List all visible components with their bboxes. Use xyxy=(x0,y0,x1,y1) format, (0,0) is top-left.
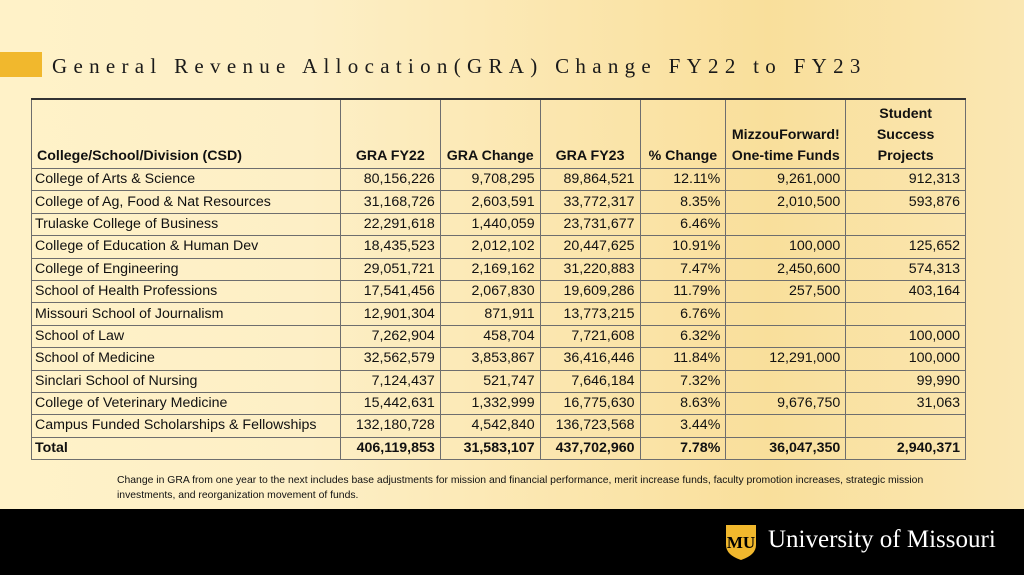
cell-student-success: 2,940,371 xyxy=(846,437,966,459)
cell-mizzouforward xyxy=(726,325,846,347)
column-header-gra-fy22: GRA FY22 xyxy=(340,99,440,169)
title-accent-bar xyxy=(0,52,42,77)
cell-gra-change: 3,853,867 xyxy=(440,348,540,370)
cell-pct-change: 6.32% xyxy=(640,325,726,347)
table-row xyxy=(32,191,966,213)
cell-gra-fy22: 132,180,728 xyxy=(340,415,440,437)
cell-gra-fy23: 13,773,215 xyxy=(540,303,640,325)
cell-pct-change: 7.47% xyxy=(640,258,726,280)
cell-student-success: 912,313 xyxy=(846,169,966,191)
cell-gra-change: 871,911 xyxy=(440,303,540,325)
cell-csd: Campus Funded Scholarships & Fellowships xyxy=(32,415,341,437)
cell-pct-change: 7.78% xyxy=(640,437,726,459)
footer-bar xyxy=(0,509,1024,575)
cell-csd: College of Education & Human Dev xyxy=(32,236,341,258)
cell-gra-change: 31,583,107 xyxy=(440,437,540,459)
cell-mizzouforward: 9,261,000 xyxy=(726,169,846,191)
cell-csd: School of Health Professions xyxy=(32,280,341,302)
cell-pct-change: 12.11% xyxy=(640,169,726,191)
university-logo-text: University of Missouri xyxy=(768,526,996,553)
column-header-gra-change: GRA Change xyxy=(440,99,540,169)
cell-gra-fy23: 7,646,184 xyxy=(540,370,640,392)
cell-gra-fy22: 17,541,456 xyxy=(340,280,440,302)
table-row xyxy=(32,325,966,347)
cell-gra-change: 2,169,162 xyxy=(440,258,540,280)
table-row xyxy=(32,415,966,437)
cell-gra-fy23: 7,721,608 xyxy=(540,325,640,347)
table-total-row xyxy=(32,437,966,459)
cell-gra-fy23: 36,416,446 xyxy=(540,348,640,370)
cell-student-success: 100,000 xyxy=(846,325,966,347)
table-row xyxy=(32,370,966,392)
cell-csd: Trulaske College of Business xyxy=(32,213,341,235)
cell-mizzouforward xyxy=(726,213,846,235)
cell-student-success: 125,652 xyxy=(846,236,966,258)
table-row xyxy=(32,303,966,325)
table-row xyxy=(32,392,966,414)
cell-csd: College of Veterinary Medicine xyxy=(32,392,341,414)
cell-student-success xyxy=(846,303,966,325)
svg-text:MU: MU xyxy=(726,533,756,552)
cell-gra-change: 9,708,295 xyxy=(440,169,540,191)
table-row xyxy=(32,213,966,235)
cell-csd: School of Law xyxy=(32,325,341,347)
cell-mizzouforward: 100,000 xyxy=(726,236,846,258)
cell-gra-fy22: 406,119,853 xyxy=(340,437,440,459)
cell-gra-fy22: 22,291,618 xyxy=(340,213,440,235)
cell-pct-change: 3.44% xyxy=(640,415,726,437)
cell-gra-fy22: 29,051,721 xyxy=(340,258,440,280)
column-header-mizzouforward: MizzouForward! One-time Funds xyxy=(726,99,846,169)
table-header-row xyxy=(32,99,966,169)
cell-gra-fy23: 19,609,286 xyxy=(540,280,640,302)
cell-mizzouforward xyxy=(726,303,846,325)
cell-student-success: 574,313 xyxy=(846,258,966,280)
footnote: Change in GRA from one year to the next includes base adjustments for mission and financial performance, merit increase funds, faculty promotion increases, strategic mission investments, and reorganization movement of funds. xyxy=(117,475,924,501)
table-row xyxy=(32,280,966,302)
cell-csd: Total xyxy=(32,437,341,459)
cell-gra-change: 458,704 xyxy=(440,325,540,347)
cell-pct-change: 11.84% xyxy=(640,348,726,370)
column-header-student-success: Student Success Projects xyxy=(846,99,966,169)
column-header-gra-fy23: GRA FY23 xyxy=(540,99,640,169)
cell-pct-change: 6.76% xyxy=(640,303,726,325)
page-title: General Revenue Allocation(GRA) Change FY22 to FY23 xyxy=(52,54,867,78)
cell-mizzouforward: 36,047,350 xyxy=(726,437,846,459)
cell-mizzouforward: 2,010,500 xyxy=(726,191,846,213)
cell-gra-fy23: 89,864,521 xyxy=(540,169,640,191)
table-row xyxy=(32,258,966,280)
cell-pct-change: 10.91% xyxy=(640,236,726,258)
cell-gra-fy23: 20,447,625 xyxy=(540,236,640,258)
cell-student-success: 403,164 xyxy=(846,280,966,302)
mu-shield-icon xyxy=(724,523,758,561)
cell-gra-fy23: 33,772,317 xyxy=(540,191,640,213)
table-body xyxy=(32,169,966,460)
cell-gra-fy22: 32,562,579 xyxy=(340,348,440,370)
cell-gra-change: 1,332,999 xyxy=(440,392,540,414)
cell-gra-fy23: 16,775,630 xyxy=(540,392,640,414)
cell-student-success xyxy=(846,415,966,437)
cell-gra-fy22: 80,156,226 xyxy=(340,169,440,191)
cell-pct-change: 11.79% xyxy=(640,280,726,302)
cell-gra-change: 4,542,840 xyxy=(440,415,540,437)
column-header-pct-change: % Change xyxy=(640,99,726,169)
cell-gra-fy23: 136,723,568 xyxy=(540,415,640,437)
cell-student-success xyxy=(846,213,966,235)
cell-mizzouforward: 9,676,750 xyxy=(726,392,846,414)
cell-gra-change: 2,603,591 xyxy=(440,191,540,213)
cell-student-success: 31,063 xyxy=(846,392,966,414)
cell-csd: College of Arts & Science xyxy=(32,169,341,191)
cell-student-success: 100,000 xyxy=(846,348,966,370)
cell-gra-fy22: 7,262,904 xyxy=(340,325,440,347)
cell-mizzouforward xyxy=(726,415,846,437)
cell-pct-change: 8.63% xyxy=(640,392,726,414)
cell-student-success: 99,990 xyxy=(846,370,966,392)
cell-gra-fy23: 23,731,677 xyxy=(540,213,640,235)
cell-gra-fy22: 7,124,437 xyxy=(340,370,440,392)
cell-gra-fy23: 437,702,960 xyxy=(540,437,640,459)
column-header-csd: College/School/Division (CSD) xyxy=(32,99,341,169)
cell-gra-fy22: 12,901,304 xyxy=(340,303,440,325)
cell-mizzouforward: 2,450,600 xyxy=(726,258,846,280)
gra-table xyxy=(31,98,966,460)
cell-gra-fy23: 31,220,883 xyxy=(540,258,640,280)
cell-student-success: 593,876 xyxy=(846,191,966,213)
cell-gra-fy22: 18,435,523 xyxy=(340,236,440,258)
cell-gra-fy22: 31,168,726 xyxy=(340,191,440,213)
cell-csd: College of Engineering xyxy=(32,258,341,280)
table-row xyxy=(32,236,966,258)
cell-csd: College of Ag, Food & Nat Resources xyxy=(32,191,341,213)
cell-pct-change: 7.32% xyxy=(640,370,726,392)
cell-gra-change: 1,440,059 xyxy=(440,213,540,235)
table-row xyxy=(32,348,966,370)
cell-gra-fy22: 15,442,631 xyxy=(340,392,440,414)
table-row xyxy=(32,169,966,191)
cell-gra-change: 2,012,102 xyxy=(440,236,540,258)
cell-csd: Sinclari School of Nursing xyxy=(32,370,341,392)
cell-pct-change: 6.46% xyxy=(640,213,726,235)
cell-gra-change: 2,067,830 xyxy=(440,280,540,302)
cell-csd: Missouri School of Journalism xyxy=(32,303,341,325)
cell-pct-change: 8.35% xyxy=(640,191,726,213)
cell-mizzouforward: 12,291,000 xyxy=(726,348,846,370)
cell-csd: School of Medicine xyxy=(32,348,341,370)
cell-mizzouforward: 257,500 xyxy=(726,280,846,302)
cell-mizzouforward xyxy=(726,370,846,392)
cell-gra-change: 521,747 xyxy=(440,370,540,392)
